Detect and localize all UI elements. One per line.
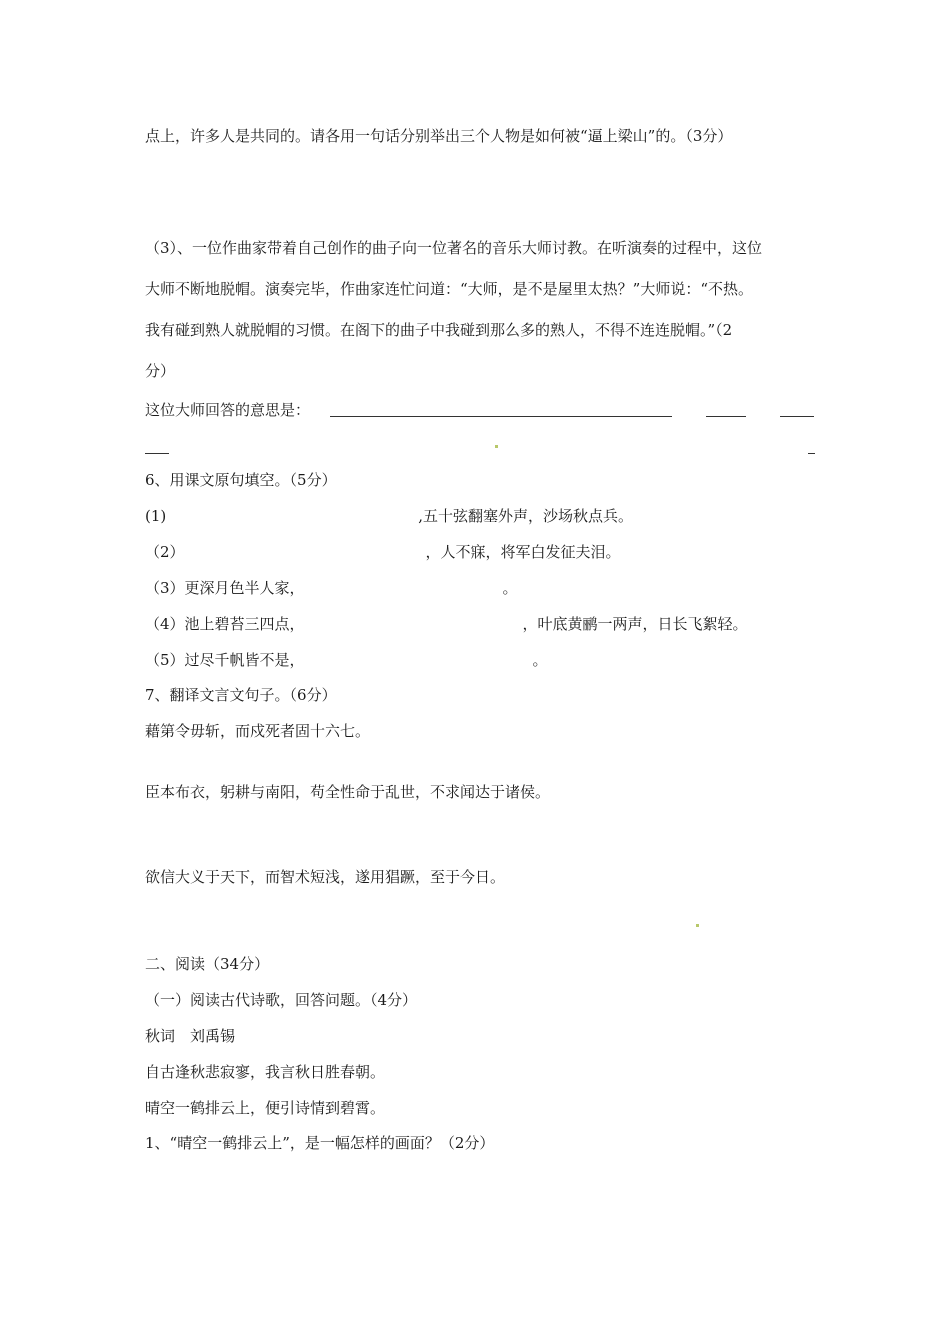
q7-sentence-1: 藉第令毋斩，而戍死者固十六七。 <box>145 722 371 740</box>
q6-item-5 <box>145 650 548 670</box>
answer-blank-line[interactable] <box>330 416 672 417</box>
q5-3-line4: 分） <box>145 362 176 380</box>
q6-item-text: 。 <box>532 651 548 669</box>
scan-speck <box>696 924 699 927</box>
q6-item-num: （2） <box>145 543 185 561</box>
answer-blank-line[interactable] <box>780 416 814 417</box>
section2-sub1: （一）阅读古代诗歌，回答问题。（4分） <box>145 991 418 1009</box>
q6-item-text: ,五十弦翻塞外声，沙场秋点兵。 <box>418 507 634 525</box>
q6-item-num: （3）更深月色半人家， <box>145 579 305 597</box>
q7-title: 7、翻译文言文句子。（6分） <box>145 686 337 704</box>
q5-3-line2: 大师不断地脱帽。演奏完毕，作曲家连忙问道：“大师，是不是屋里太热？”大师说：“不热。 <box>145 280 754 298</box>
q5-3-line3: 我有碰到熟人就脱帽的习惯。在阁下的曲子中我碰到那么多的熟人，不得不连连脱帽。”（2 <box>145 321 733 339</box>
q7-sentence-3: 欲信大义于天下，而智术短浅，遂用猖蹶，至于今日。 <box>145 868 506 886</box>
poem-line-1: 自古逢秋悲寂寥，我言秋日胜春朝。 <box>145 1063 386 1081</box>
q7-sentence-2: 臣本布衣，躬耕与南阳，苟全性命于乱世，不求闻达于诸侯。 <box>145 783 551 801</box>
section2-title: 二、阅读（34分） <box>145 955 270 973</box>
poem-title: 秋词 刘禹锡 <box>145 1027 236 1045</box>
answer-blank-line[interactable] <box>145 453 169 454</box>
q6-item-1 <box>145 506 633 526</box>
q6-item-3 <box>145 578 518 598</box>
poem-line-2: 晴空一鹤排云上，便引诗情到碧霄。 <box>145 1099 386 1117</box>
q6-item-num: (1) <box>145 507 167 525</box>
q5-3-line1: （3）、一位作曲家带着自己创作的曲子向一位著名的音乐大师讨教。在听演奏的过程中，这位 <box>145 239 763 257</box>
q6-item-2 <box>145 542 621 562</box>
q6-item-text: ，人不寐，将军白发征夫泪。 <box>425 543 621 561</box>
reading-q1: 1、“晴空一鹤排云上”，是一幅怎样的画面？（2分） <box>145 1134 495 1152</box>
q5-3-prompt: 这位大师回答的意思是： <box>145 401 311 419</box>
answer-blank-line[interactable] <box>706 416 746 417</box>
q6-item-text: 。 <box>502 579 518 597</box>
q6-item-text: ，叶底黄鹂一两声，日长飞絮轻。 <box>522 615 748 633</box>
q5-2-tail: 点上，许多人是共同的。请各用一句话分别举出三个人物是如何被“逼上梁山”的。（3分） <box>145 127 733 145</box>
scan-speck <box>495 445 498 448</box>
q6-item-num: （4）池上碧苔三四点， <box>145 615 305 633</box>
answer-blank-line[interactable] <box>808 453 815 454</box>
q6-title: 6、用课文原句填空。（5分） <box>145 471 337 489</box>
q6-item-num: （5）过尽千帆皆不是， <box>145 651 305 669</box>
q6-item-4 <box>145 614 748 634</box>
